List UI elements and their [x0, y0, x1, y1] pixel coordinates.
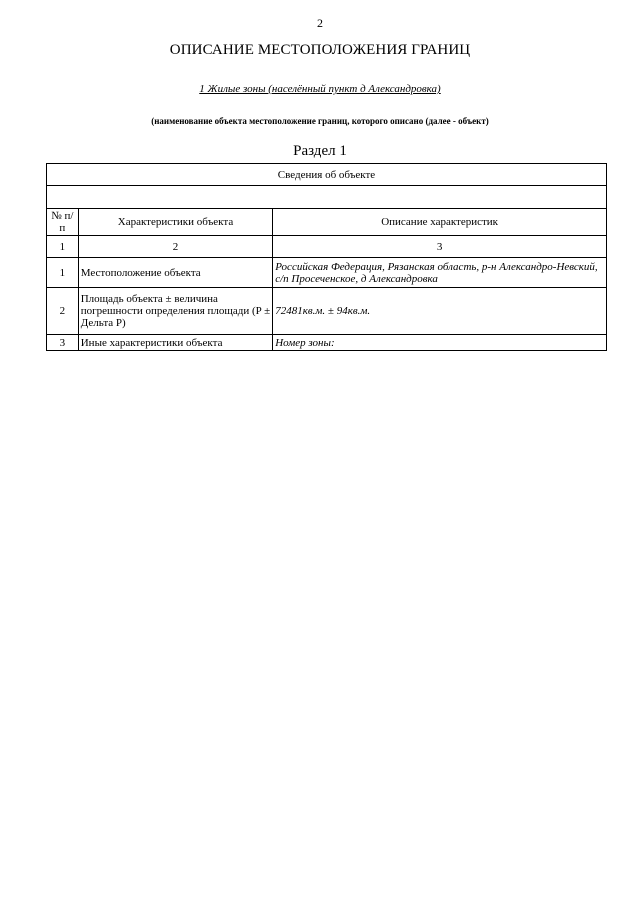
section-title: Раздел 1: [293, 143, 347, 159]
table-row: [47, 335, 607, 351]
table-empty-row: [47, 186, 607, 209]
table-empty-cell: [47, 186, 607, 209]
row-description: Номер зоны:: [273, 335, 607, 351]
row-description: 72481кв.м. ± 94кв.м.: [273, 288, 607, 335]
table-caption: Сведения об объекте: [47, 164, 607, 186]
row-num: 2: [47, 288, 79, 335]
row-characteristic: Площадь объекта ± величина погрешности определения площади (P ± Дельта P): [78, 288, 273, 335]
row-num: 1: [47, 258, 79, 288]
header-characteristic: Характеристики объекта: [78, 209, 273, 236]
table-numbering-row: [47, 236, 607, 258]
table-caption-row: [47, 164, 607, 186]
header-description: Описание характеристик: [273, 209, 607, 236]
numbering-cell: 1: [47, 236, 79, 258]
page-number: 2: [317, 16, 323, 30]
row-num: 3: [47, 335, 79, 351]
row-characteristic: Иные характеристики объекта: [78, 335, 273, 351]
header-num: № п/п: [47, 209, 79, 236]
object-name: [0, 83, 640, 95]
table-row: [47, 258, 607, 288]
object-name-text: 1 Жилые зоны (населённый пункт д Александровка): [199, 83, 441, 95]
row-description: Российская Федерация, Рязанская область, р-н Александро-Невский, с/п Просеченское, д Александровка: [273, 258, 607, 288]
document-title: ОПИСАНИЕ МЕСТОПОЛОЖЕНИЯ ГРАНИЦ: [169, 42, 471, 58]
numbering-cell: 2: [78, 236, 273, 258]
numbering-cell: 3: [273, 236, 607, 258]
table-row: [47, 288, 607, 335]
object-name-caption: (наименование объекта местоположение границ, которого описано (далее - объект): [151, 116, 489, 126]
object-info-table: [46, 163, 607, 351]
table-header-row: [47, 209, 607, 236]
row-characteristic: Местоположение объекта: [78, 258, 273, 288]
